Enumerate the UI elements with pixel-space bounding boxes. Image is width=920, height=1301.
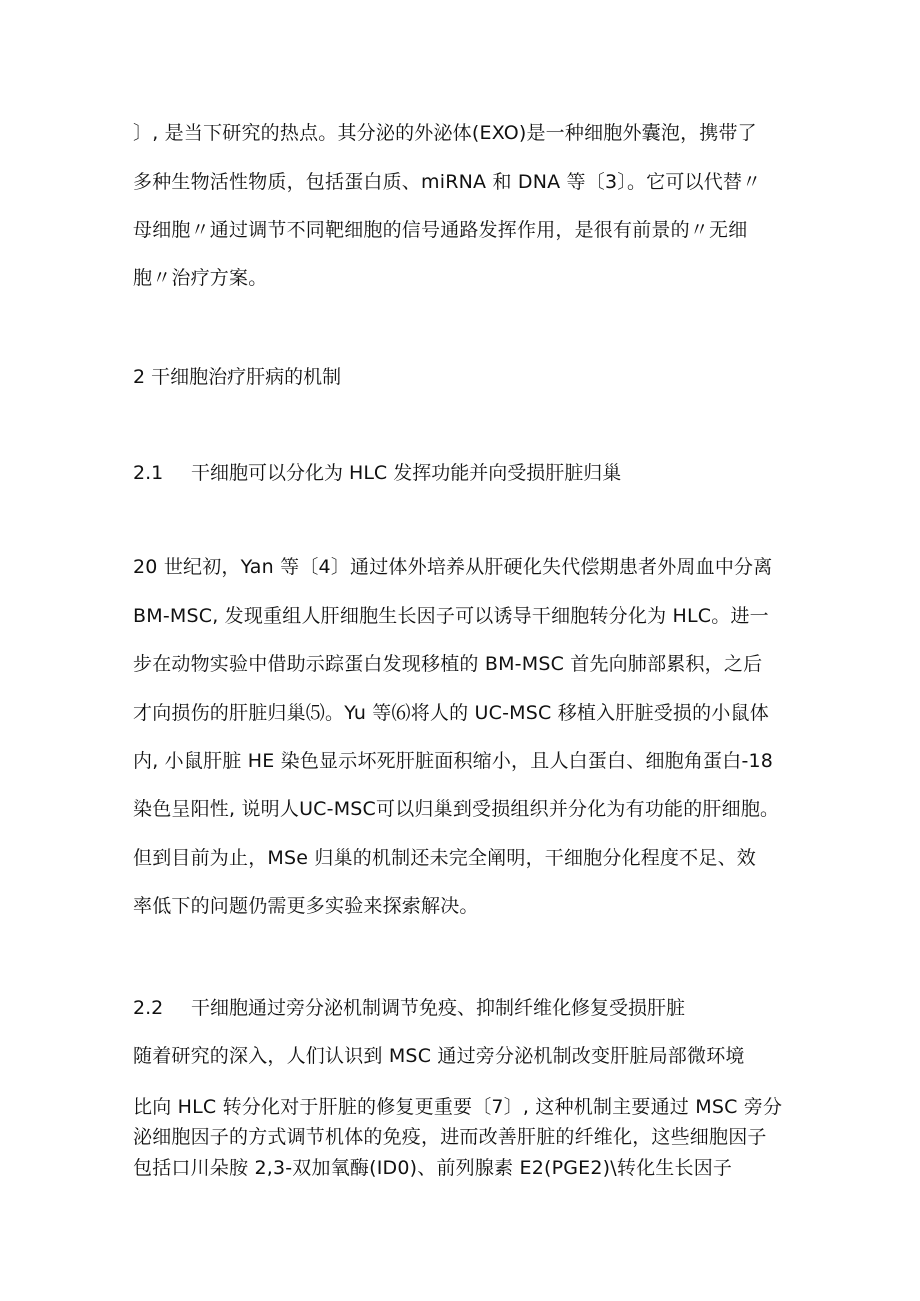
paragraph-line: 率低下的问题仍需更多实验来探索解决。 xyxy=(133,895,479,917)
paragraph-line: 包括口川朵胺 2,3-双加氧酶(ID0)、前列腺素 E2(PGE2)\转化生长因子 xyxy=(133,1157,733,1179)
section-2-heading: 2 干细胞治疗肝病的机制 xyxy=(133,366,342,388)
paragraph-line: 随着研究的深入，人们认识到 MSC 通过旁分泌机制改变肝脏局部微环境 xyxy=(133,1045,745,1067)
paragraph-line: 染色呈阳性, 说明人UC-MSC可以归巢到受损组织并分化为有功能的肝细胞。 xyxy=(133,798,780,820)
paragraph-line: 步在动物实验中借助示踪蛋白发现移植的 BM-MSC 首先向肺部累积，之后 xyxy=(133,653,763,675)
section-2-2-heading xyxy=(133,995,685,1021)
paragraph-line: 才向损伤的肝脏归巢⑸。Yu 等⑹将人的 UC-MSC 移植入肝脏受损的小鼠体 xyxy=(133,702,769,724)
paragraph-line: 〕, 是当下研究的热点。其分泌的外泌体(EXO)是一种细胞外囊泡，携带了 xyxy=(133,122,757,144)
section-title: 干细胞可以分化为 HLC 发挥功能并向受损肝脏归巢 xyxy=(191,462,622,484)
paragraph-line: 内, 小鼠肝脏 HE 染色显示坏死肝脏面积缩小，且人白蛋白、细胞角蛋白-18 xyxy=(133,750,774,772)
section-number: 2.1 xyxy=(133,462,164,484)
paragraph-line: 多种生物活性物质，包括蛋白质、miRNA 和 DNA 等〔3〕。它可以代替〃 xyxy=(133,171,762,193)
paragraph-line: 比向 HLC 转分化对于肝脏的修复更重要〔7〕, 这种机制主要通过 MSC 旁分 xyxy=(133,1096,783,1118)
paragraph-line: 但到目前为止，MSe 归巢的机制还未完全阐明，干细胞分化程度不足、效 xyxy=(133,847,756,869)
paragraph-line: 20 世纪初，Yan 等〔4〕通过体外培养从肝硬化失代偿期患者外周血中分离 xyxy=(133,556,773,578)
section-number: 2.2 xyxy=(133,997,164,1019)
paragraph-line: 母细胞〃通过调节不同靶细胞的信号通路发挥作用，是很有前景的〃无细 xyxy=(133,219,748,241)
section-title: 干细胞通过旁分泌机制调节免疫、抑制纤维化修复受损肝脏 xyxy=(191,997,686,1019)
section-2-1-heading xyxy=(133,460,621,486)
paragraph-line: BM-MSC, 发现重组人肝细胞生长因子可以诱导干细胞转分化为 HLC。进一 xyxy=(133,605,769,627)
paragraph-line: 胞〃治疗方案。 xyxy=(133,267,268,289)
paragraph-line: 泌细胞因子的方式调节机体的免疫，进而改善肝脏的纤维化，这些细胞因子 xyxy=(133,1126,767,1148)
